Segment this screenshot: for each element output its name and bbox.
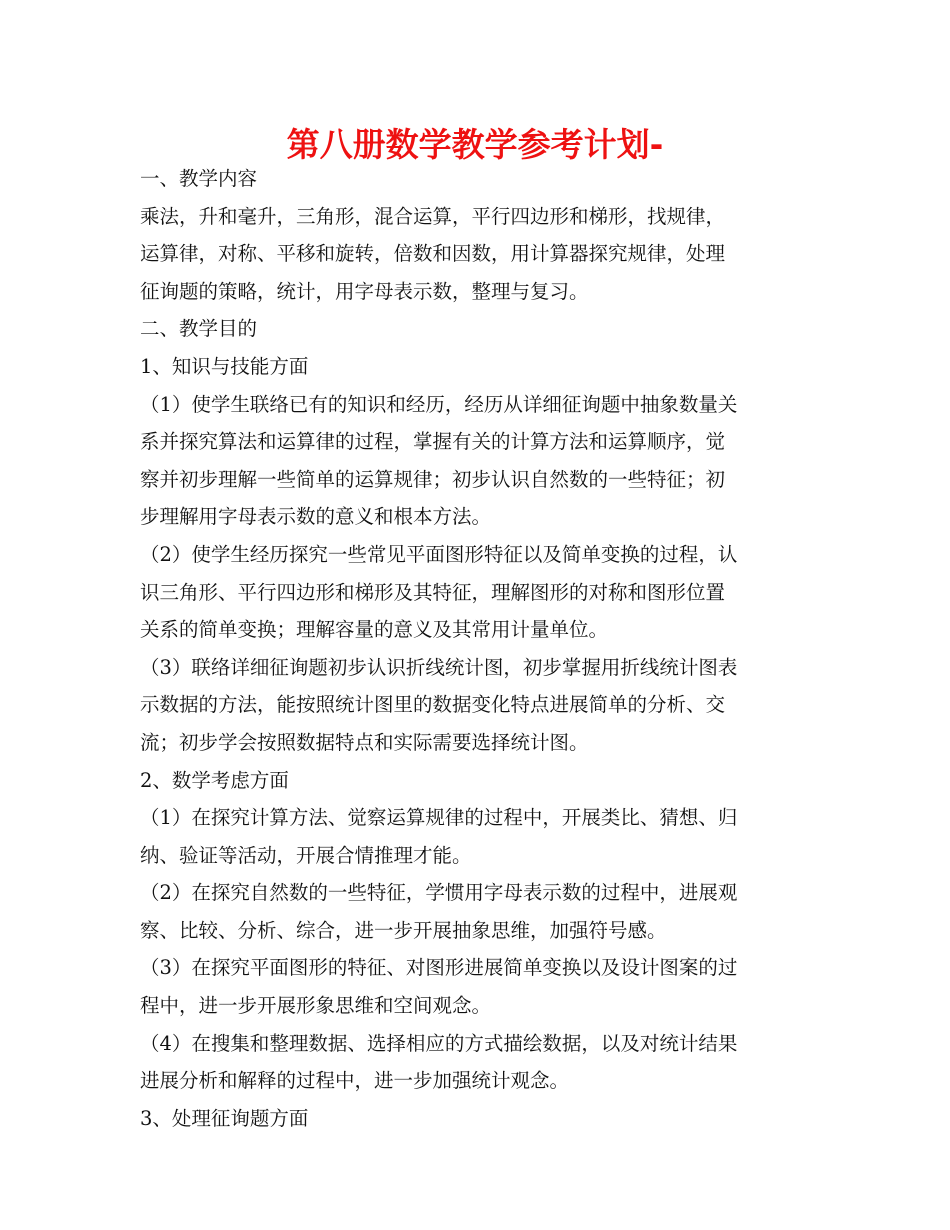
paragraph-line: 关系的简单变换；理解容量的意义及其常用计量单位。 (140, 618, 609, 642)
paragraph-line: 征询题的策略，统计，用字母表示数，整理与复习。 (140, 279, 589, 303)
paragraph-line: 察并初步理解一些简单的运算规律；初步认识自然数的一些特征；初 (140, 467, 726, 491)
paragraph-line: （1）使学生联络已有的知识和经历，经历从详细征询题中抽象数量关 (140, 392, 738, 416)
paragraph-line: 察、比较、分析、综合，进一步开展抽象思维，加强符号感。 (140, 918, 667, 942)
paragraph-line: 识三角形、平行四边形和梯形及其特征，理解图形的对称和图形位置 (140, 580, 726, 604)
paragraph-line: 步理解用字母表示数的意义和根本方法。 (140, 505, 492, 529)
paragraph-line: 流；初步学会按照数据特点和实际需要选择统计图。 (140, 730, 589, 754)
paragraph-line: 进展分析和解释的过程中，进一步加强统计观念。 (140, 1069, 570, 1093)
paragraph-line: 系并探究算法和运算律的过程，掌握有关的计算方法和运算顺序，觉 (140, 430, 726, 454)
subsection-heading-knowledge: 1、知识与技能方面 (140, 354, 309, 378)
paragraph-line: 运算律，对称、平移和旋转，倍数和因数，用计算器探究规律，处理 (140, 242, 726, 266)
subsection-heading-problem-solving: 3、处理征询题方面 (140, 1106, 309, 1130)
paragraph-line: （3）联络详细征询题初步认识折线统计图，初步掌握用折线统计图表 (140, 655, 738, 679)
paragraph-line: （2）在探究自然数的一些特征，学惯用字母表示数的过程中，进展观 (140, 881, 738, 905)
section-heading-goals: 二、教学目的 (140, 317, 258, 341)
section-heading-content: 一、教学内容 (140, 167, 258, 190)
paragraph-line: （2）使学生经历探究一些常见平面图形特征以及简单变换的过程，认 (140, 542, 738, 566)
paragraph-line: （3）在探究平面图形的特征、对图形进展简单变换以及设计图案的过 (140, 956, 738, 980)
paragraph-line: 乘法，升和毫升，三角形，混合运算，平行四边形和梯形，找规律， (140, 204, 726, 228)
paragraph-line: 纳、验证等活动，开展合情推理才能。 (140, 843, 472, 867)
subsection-heading-thinking: 2、数学考虑方面 (140, 768, 289, 792)
document-title: 第八册数学教学参考计划- (286, 125, 664, 164)
paragraph-line: 程中，进一步开展形象思维和空间观念。 (140, 994, 492, 1018)
paragraph-line: （4）在搜集和整理数据、选择相应的方式描绘数据，以及对统计结果 (140, 1031, 738, 1055)
paragraph-line: （1）在探究计算方法、觉察运算规律的过程中，开展类比、猜想、归 (140, 806, 738, 830)
paragraph-line: 示数据的方法，能按照统计图里的数据变化特点进展简单的分析、交 (140, 693, 726, 717)
document-body (140, 160, 812, 1137)
